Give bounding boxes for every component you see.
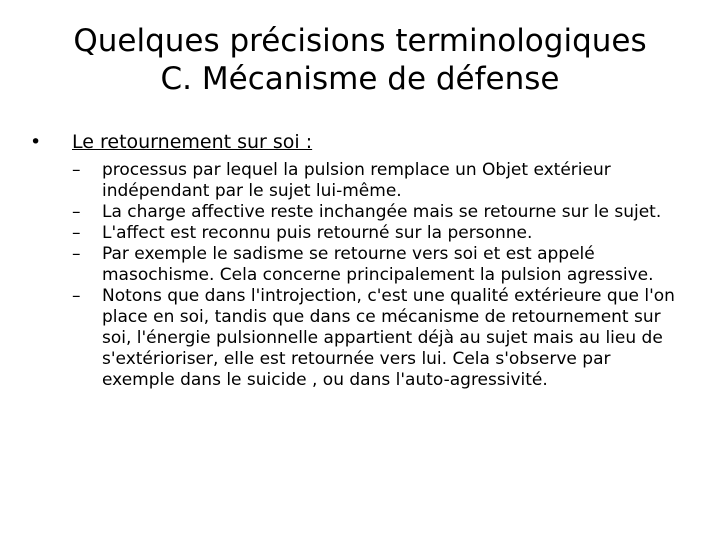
sub-point-list (72, 160, 687, 391)
slide-title-line-1: Quelques précisions terminologiques (73, 23, 647, 59)
main-point-text: Le retournement sur soi : (72, 131, 313, 153)
bullet-marker: • (30, 131, 42, 153)
sub-point-marker: – (72, 286, 81, 306)
sub-point-5 (72, 286, 687, 391)
sub-point-text: Par exemple le sadisme se retourne vers soi et est appelé masochisme. Cela concerne principalement la pulsion agressive. (102, 244, 654, 285)
sub-point-marker: – (72, 223, 81, 243)
slide-title-line-2: C. Mécanisme de défense (160, 61, 560, 97)
sub-point-marker: – (72, 160, 81, 180)
sub-point-4 (72, 244, 687, 286)
sub-point-1 (72, 160, 687, 202)
slide-title (40, 22, 680, 98)
sub-point-2 (72, 202, 687, 223)
sub-point-text: La charge affective reste inchangée mais se retourne sur le sujet. (102, 202, 662, 222)
sub-point-text: Notons que dans l'introjection, c'est une qualité extérieure que l'on place en soi, tandis que dans ce mécanisme de retournement sur soi, l'énergie pulsionnelle appartient déjà au sujet mais au lieu de s'extérioriser, elle est retournée vers lui. Cela s'observe par exemple dans le suicide , ou dans l'auto-agressivité. (102, 286, 675, 390)
sub-point-marker: – (72, 202, 81, 222)
sub-point-text: processus par lequel la pulsion remplace un Objet extérieur indépendant par le sujet lui-même. (102, 160, 611, 201)
sub-point-text: L'affect est reconnu puis retourné sur la personne. (102, 223, 533, 243)
sub-point-marker: – (72, 244, 81, 264)
sub-point-3 (72, 223, 687, 244)
